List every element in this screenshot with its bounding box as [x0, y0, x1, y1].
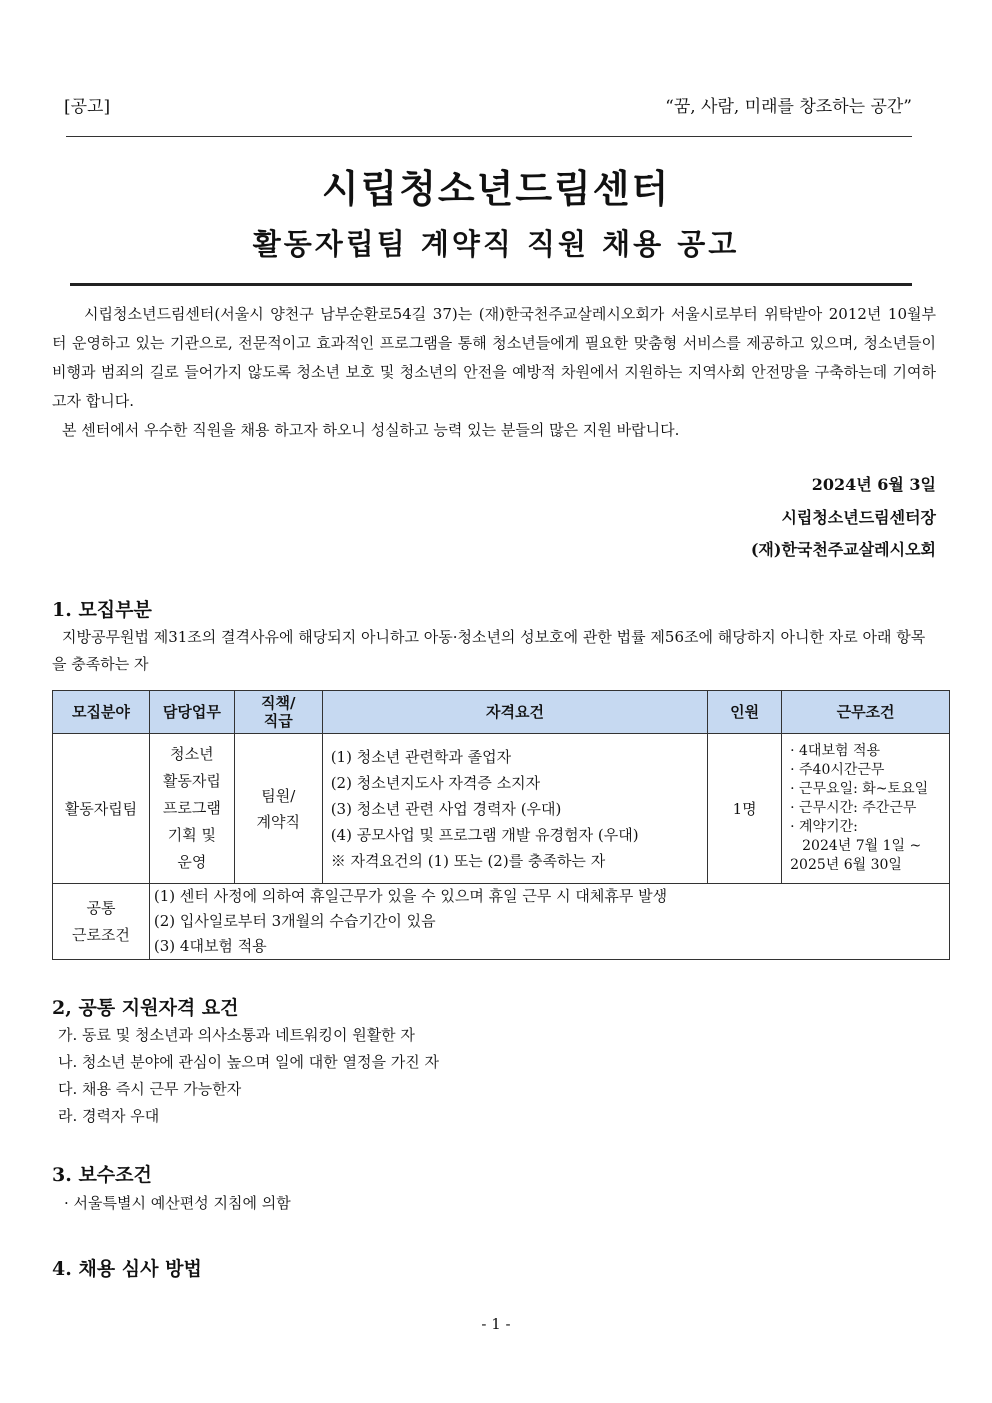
- common-label-line: 공통: [86, 898, 116, 917]
- slogan: “꿈, 사람, 미래를 창조하는 공간”: [665, 97, 912, 117]
- cell-position: [234, 734, 322, 884]
- cell-qualifications: [322, 734, 708, 884]
- position-line: 계약직: [256, 812, 300, 831]
- duty-line: 기획 및: [167, 826, 216, 844]
- qualification-item: (2) 청소년지도사 자격증 소지자: [330, 773, 541, 792]
- duty-line: 활동자립: [162, 772, 221, 790]
- condition-item: 2024년 7월 1일 ~: [802, 838, 922, 854]
- director-name: 시립청소년드림센터장: [781, 508, 936, 527]
- condition-item: · 계약기간:: [790, 819, 858, 835]
- notice-date: 2024년 6월 3일: [811, 475, 936, 494]
- list-item: 가. 동료 및 청소년과 의사소통과 네트워킹이 원활한 자: [58, 1026, 415, 1044]
- intro-paragraph-2: 본 센터에서 우수한 직원을 채용 하고자 하오니 성실하고 능력 있는 분들의 많은 지원 바랍니다.: [62, 421, 680, 439]
- col-header-conditions: 근무조건: [782, 691, 950, 734]
- page-number: - 1 -: [481, 1315, 511, 1333]
- duty-line: 프로그램: [162, 799, 221, 817]
- duty-line: 청소년: [170, 745, 214, 763]
- list-item: 다. 채용 즉시 근무 가능한자: [58, 1080, 242, 1098]
- cell-field: 활동자립팀: [53, 734, 150, 884]
- col-header-position-label: 직책/ 직급: [261, 694, 296, 730]
- col-header-position: [234, 691, 322, 734]
- header-divider: [66, 136, 912, 137]
- intro-paragraph-1: 시립청소년드림센터(서울시 양천구 남부순환로54길 37)는 (재)한국천주교살레시오회가 서울시로부터 위탁받아 2012년 10월부터 운영하고 있는 기관으로, 전문적이고 효과적인 프로그램을 통해 청소년들에게 필요한 맞춤형 서비스를 제공하고 있으며, 청소년들이 비행과 범죄의 길로 들어가지 않도록 청소년 보호 및 청소년의 안전을 예방적 차원에서 지원하는 지역사회 안전망을 구축하는데 기여하고자 합니다.: [52, 305, 936, 410]
- section-4-heading: 4. 채용 심사 방법: [52, 1258, 202, 1280]
- common-item: (1) 센터 사정에 의하여 휴일근무가 있을 수 있으며 휴일 근무 시 대체휴무 발생: [153, 887, 668, 905]
- qualification-item: (3) 청소년 관련 사업 경력자 (우대): [330, 799, 562, 818]
- condition-item: 2025년 6월 30일: [790, 857, 902, 873]
- cell-conditions: [782, 734, 950, 884]
- notice-tag: [공고]: [64, 97, 111, 117]
- col-header-qualification: 자격요건: [322, 691, 708, 734]
- organization-name: (재)한국천주교살레시오회: [750, 540, 936, 559]
- intro-text: [52, 300, 936, 445]
- table-header-row: [53, 691, 950, 734]
- qualification-note: ※ 자격요건의 (1) 또는 (2)를 충족하는 자: [330, 851, 606, 870]
- col-header-duty: 담당업무: [149, 691, 234, 734]
- cell-duty: [149, 734, 234, 884]
- condition-item: · 근무요일: 화~토요일: [790, 781, 929, 797]
- page-title: 시립청소년드림센터: [321, 166, 671, 211]
- col-header-headcount: 인원: [708, 691, 782, 734]
- title-divider: [70, 283, 912, 286]
- cell-common-items: [149, 884, 949, 960]
- condition-item: · 4대보험 적용: [790, 743, 881, 759]
- position-line: 팀원/: [261, 786, 296, 805]
- section-3-heading: 3. 보수조건: [52, 1164, 152, 1186]
- table-row: [53, 884, 950, 960]
- qualification-item: (4) 공모사업 및 프로그램 개발 유경험자 (우대): [330, 825, 639, 844]
- page-subtitle: 활동자립팀 계약직 직원 채용 공고: [252, 227, 740, 261]
- section-1-heading: 1. 모집부분: [52, 599, 152, 621]
- qualification-item: (1) 청소년 관련학과 졸업자: [330, 747, 512, 766]
- list-item: 라. 경력자 우대: [58, 1107, 160, 1125]
- list-item: · 서울특별시 예산편성 지침에 의함: [64, 1194, 291, 1212]
- list-item: 나. 청소년 분야에 관심이 높으며 일에 대한 열정을 가진 자: [58, 1053, 439, 1071]
- common-item: (3) 4대보험 적용: [153, 937, 267, 955]
- section-2-list: [58, 1022, 439, 1130]
- condition-item: · 근무시간: 주간근무: [790, 800, 917, 816]
- section-2-heading: 2, 공통 지원자격 요건: [52, 997, 239, 1019]
- col-header-field: 모집분야: [53, 691, 150, 734]
- section-1-description: 지방공무원법 제31조의 결격사유에 해당되지 아니하고 아동·청소년의 성보호에 관한 법률 제56조에 해당하지 아니한 자로 아래 항목을 충족하는 자: [52, 628, 926, 673]
- duty-line: 운영: [177, 853, 207, 871]
- recruitment-table: [52, 690, 950, 960]
- common-label-line: 근로조건: [71, 925, 130, 944]
- common-item: (2) 입사일로부터 3개월의 수습기간이 있음: [153, 912, 436, 930]
- condition-item: · 주40시간근무: [790, 762, 885, 778]
- cell-headcount: 1명: [708, 734, 782, 884]
- cell-common-label: [53, 884, 150, 960]
- section-3-list: [64, 1190, 291, 1217]
- table-row: [53, 734, 950, 884]
